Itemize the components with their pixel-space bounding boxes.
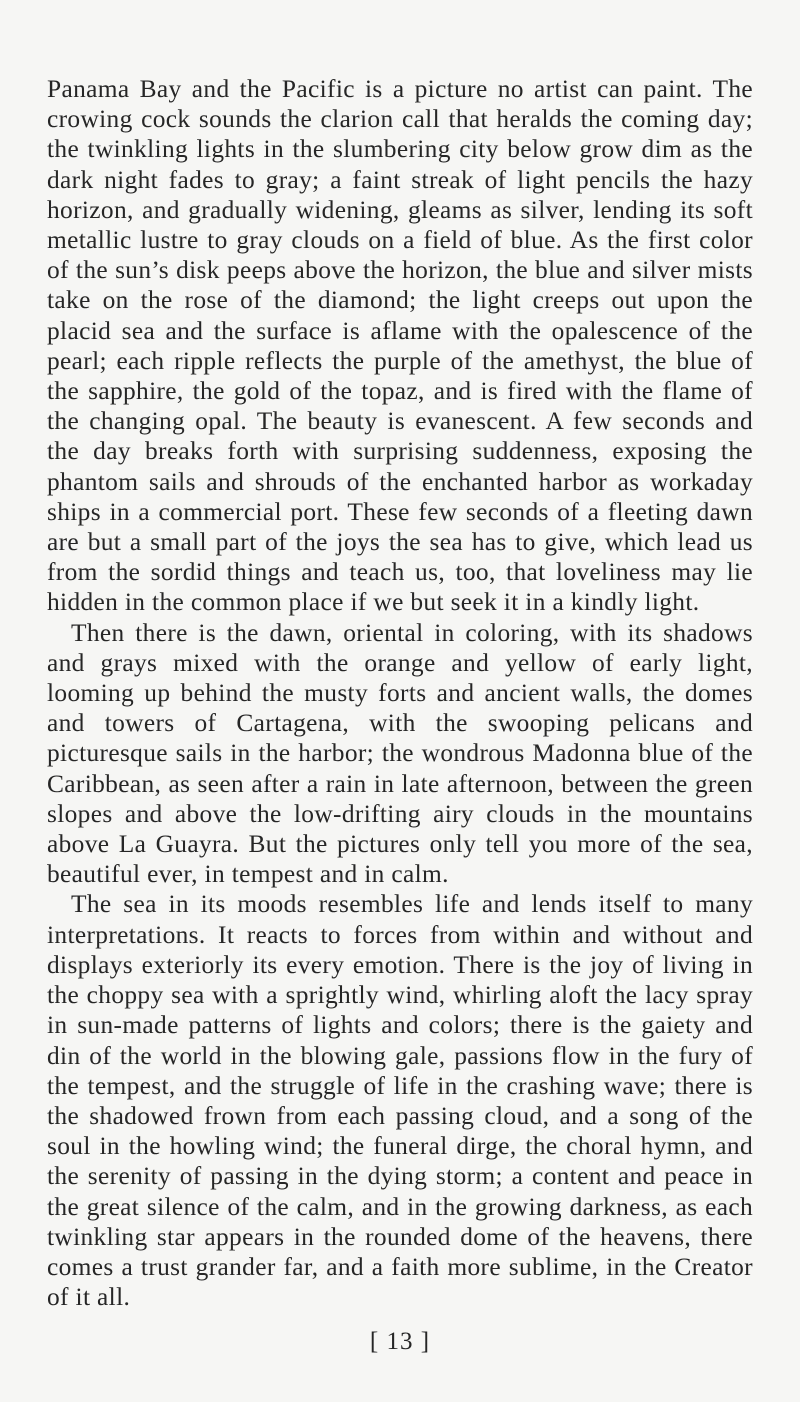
page-number: [ 13 ] [369, 1328, 431, 1355]
paragraph-panama-bay: Panama Bay and the Pacific is a picture no artist can paint. The crowing cock sounds the clarion call that heralds the coming day; the twinkling lights in the slumbering city below grow dim as the dark night fades to gray; a faint streak of light pencils the hazy horizon, and gradually widening, gleams as silver, lending its soft metallic lustre to gray clouds on a field of blue. As the first color of the sun’s disk peeps above the horizon, the blue and silver mists take on the rose of the diamond; the light creeps out upon the placid sea and the surface is aflame with the opalescence of the pearl; each ripple reflects the purple of the amethyst, the blue of the sapphire, the gold of the topaz, and is fired with the flame of the changing opal. The beauty is evanescent. A few seconds and the day breaks forth with surprising suddenness, exposing the phantom sails and shrouds of the enchanted harbor as workaday ships in a commercial port. These few seconds of a fleeting dawn are but a small part of the joys the sea has to give, which lead us from the sordid things and teach us, too, that loveliness may lie hidden in the common place if we but seek it in a kindly light. [47, 75, 753, 617]
paragraph-cartagena-dawn: Then there is the dawn, oriental in coloring, with its shadows and grays mixed with the orange and yellow of early light, looming up behind the musty forts and ancient walls, the domes and towers of Cartagena, with the swooping pelicans and picturesque sails in the harbor; the wondrous Madonna blue of the Caribbean, as seen after a rain in late afternoon, between the green slopes and above the low-drifting airy clouds in the mountains above La Guayra. But the pictures only tell you more of the sea, beautiful ever, in tempest and in calm. [47, 618, 753, 889]
paragraph-sea-moods: The sea in its moods resembles life and lends itself to many interpretations. It reacts to forces from within and without and displays exteriorly its every emotion. There is the joy of living in the choppy sea with a sprightly wind, whirling aloft the lacy spray in sun-made patterns of lights and colors; there is the gaiety and din of the world in the blowing gale, passions flow in the fury of the tempest, and the struggle of life in the crashing wave; there is the shadowed frown from each passing cloud, and a song of the soul in the howling wind; the funeral dirge, the choral hymn, and the serenity of passing in the dying storm; a content and peace in the great silence of the calm, and in the growing darkness, as each twinkling star appears in the rounded dome of the heavens, there comes a trust grander far, and a faith more sublime, in the Creator of it all. [47, 890, 753, 1312]
page-body [47, 74, 753, 1312]
